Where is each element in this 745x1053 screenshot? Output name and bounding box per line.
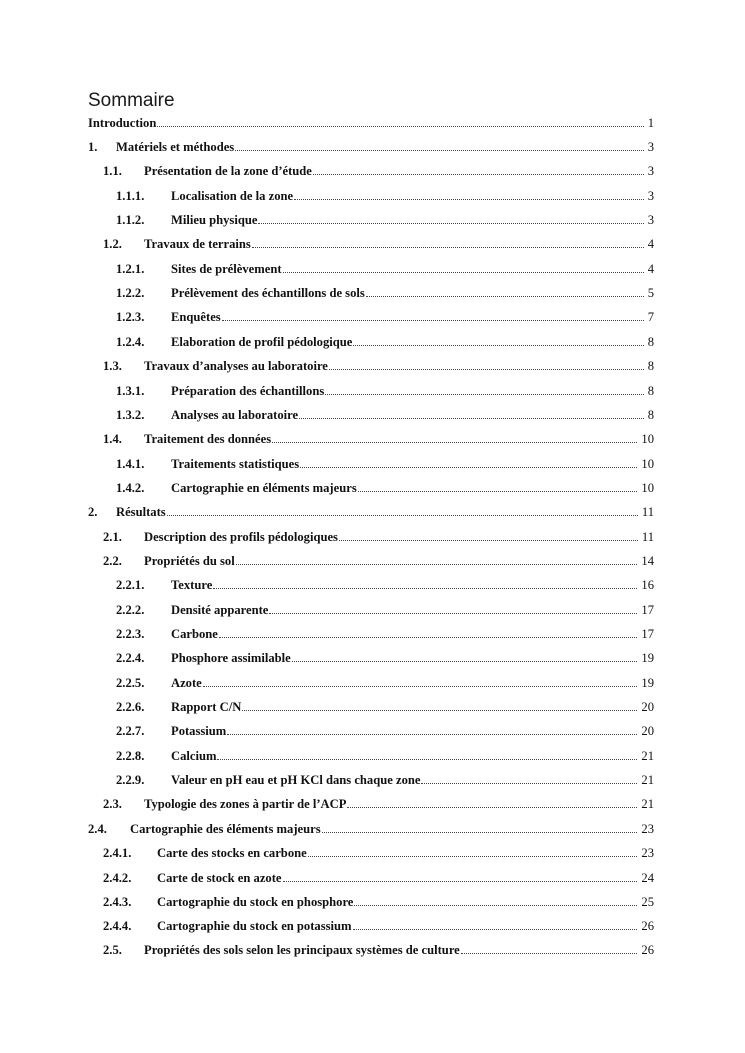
toc-entry-label: Azote <box>171 676 202 690</box>
toc-entry-number: 2.2.4. <box>116 651 145 665</box>
toc-entry-label: Sites de prélèvement <box>171 262 282 276</box>
toc-entry-number: 2.1. <box>103 530 122 544</box>
toc-entry-page-number: 10 <box>641 432 654 446</box>
toc-entry-label: Introduction <box>88 116 157 130</box>
toc-entry-page-number: 4 <box>647 262 654 276</box>
toc-entry-label: Carte de stock en azote <box>157 871 282 885</box>
toc-entry[interactable] <box>0 917 745 935</box>
toc-entry[interactable] <box>0 479 745 497</box>
toc-entry-page-number: 3 <box>647 213 654 227</box>
toc-entry-number: 2.4.2. <box>103 871 132 885</box>
toc-entry-label: Phosphore assimilable <box>171 651 291 665</box>
toc-entry-number: 1.4.1. <box>116 457 145 471</box>
toc-entry-label: Carbone <box>171 627 218 641</box>
toc-entry-page-number: 3 <box>647 140 654 154</box>
toc-entry-number: 2.2. <box>103 554 122 568</box>
toc-entry-label: Traitement des données <box>144 432 272 446</box>
toc-entry-page-number: 11 <box>641 530 654 544</box>
toc-entry-number: 1.1.1. <box>116 189 145 203</box>
toc-entry[interactable] <box>0 114 745 132</box>
toc-entry[interactable] <box>0 552 745 570</box>
toc-entry[interactable] <box>0 406 745 424</box>
toc-entry-page-number: 24 <box>641 871 654 885</box>
toc-entry-label: Cartographie du stock en phosphore <box>157 895 354 909</box>
toc-entry-label: Présentation de la zone d’étude <box>144 164 312 178</box>
toc-entry[interactable] <box>0 382 745 400</box>
toc-entry-number: 2.4.3. <box>103 895 132 909</box>
toc-entry-number: 1.3.1. <box>116 384 145 398</box>
toc-entry-label: Potassium <box>171 724 227 738</box>
toc-entry[interactable] <box>0 187 745 205</box>
toc-entry-number: 1.1. <box>103 164 122 178</box>
toc-entry-number: 1.2.2. <box>116 286 145 300</box>
toc-entry-number: 2.4.1. <box>103 846 132 860</box>
toc-entry[interactable] <box>0 162 745 180</box>
toc-entry-label: Elaboration de profil pédologique <box>171 335 353 349</box>
toc-entry-number: 2.2.3. <box>116 627 145 641</box>
toc-entry-page-number: 16 <box>641 578 654 592</box>
toc-entry-number: 1. <box>88 140 98 154</box>
toc-entry-page-number: 21 <box>641 773 654 787</box>
toc-entry-label: Calcium <box>171 749 217 763</box>
toc-entry-number: 2.4.4. <box>103 919 132 933</box>
toc-entry-label: Résultats <box>116 505 166 519</box>
toc-entry[interactable] <box>0 795 745 813</box>
toc-entry-number: 2.2.6. <box>116 700 145 714</box>
toc-entry-number: 1.2.3. <box>116 310 145 324</box>
toc-entry[interactable] <box>0 455 745 473</box>
toc-entry[interactable] <box>0 601 745 619</box>
toc-title: Sommaire <box>88 90 175 111</box>
toc-entry-label: Cartographie des éléments majeurs <box>130 822 321 836</box>
toc-entry[interactable] <box>0 503 745 521</box>
toc-entry-page-number: 19 <box>641 676 654 690</box>
toc-entry-page-number: 8 <box>647 408 654 422</box>
toc-entry-number: 2.2.5. <box>116 676 145 690</box>
toc-entry-page-number: 10 <box>641 457 654 471</box>
toc-entry[interactable] <box>0 698 745 716</box>
toc-entry-page-number: 26 <box>641 943 654 957</box>
toc-entry-number: 2. <box>88 505 98 519</box>
toc-entry-label: Description des profils pédologiques <box>144 530 338 544</box>
toc-entry[interactable] <box>0 430 745 448</box>
toc-entry-label: Traitements statistiques <box>171 457 300 471</box>
toc-entry-label: Carte des stocks en carbone <box>157 846 307 860</box>
toc-entry[interactable] <box>0 844 745 862</box>
toc-entry-number: 2.3. <box>103 797 122 811</box>
toc-entry-page-number: 20 <box>641 700 654 714</box>
toc-entry-page-number: 20 <box>641 724 654 738</box>
toc-entry-label: Propriétés des sols selon les principaux systèmes de culture <box>144 943 460 957</box>
toc-entry-label: Analyses au laboratoire <box>171 408 299 422</box>
toc-entry-number: 2.2.9. <box>116 773 145 787</box>
toc-entry[interactable] <box>0 333 745 351</box>
toc-entry[interactable] <box>0 528 745 546</box>
toc-entry-label: Typologie des zones à partir de l’ACP <box>144 797 347 811</box>
toc-entry-number: 1.2. <box>103 237 122 251</box>
toc-entry[interactable] <box>0 284 745 302</box>
toc-entry[interactable] <box>0 138 745 156</box>
toc-entry-page-number: 4 <box>647 237 654 251</box>
toc-entry[interactable] <box>0 625 745 643</box>
toc-entry-label: Travaux d’analyses au laboratoire <box>144 359 328 373</box>
toc-entry-label: Milieu physique <box>171 213 258 227</box>
toc-entry-page-number: 23 <box>641 822 654 836</box>
toc-entry-number: 2.2.8. <box>116 749 145 763</box>
toc-entry[interactable] <box>0 308 745 326</box>
toc-entry-label: Préparation des échantillons <box>171 384 325 398</box>
toc-entry[interactable] <box>0 649 745 667</box>
toc-entry-label: Densité apparente <box>171 603 269 617</box>
toc-entry-label: Cartographie du stock en potassium <box>157 919 352 933</box>
toc-entry-page-number: 17 <box>641 603 654 617</box>
toc-entry-page-number: 21 <box>641 749 654 763</box>
toc-entry-number: 2.5. <box>103 943 122 957</box>
toc-entry[interactable] <box>0 235 745 253</box>
toc-entry-page-number: 26 <box>641 919 654 933</box>
toc-entry-label: Valeur en pH eau et pH KCl dans chaque zone <box>171 773 421 787</box>
toc-entry-page-number: 10 <box>641 481 654 495</box>
toc-entry-number: 1.1.2. <box>116 213 145 227</box>
toc-entry-label: Travaux de terrains <box>144 237 251 251</box>
toc-entry-page-number: 19 <box>641 651 654 665</box>
toc-entry-label: Propriétés du sol <box>144 554 235 568</box>
toc-entry-number: 2.2.7. <box>116 724 145 738</box>
toc-entry-number: 1.4. <box>103 432 122 446</box>
toc-entry-number: 1.3. <box>103 359 122 373</box>
toc-entry-page-number: 5 <box>647 286 654 300</box>
toc-entry-page-number: 11 <box>641 505 654 519</box>
toc-entry[interactable] <box>0 941 745 959</box>
toc-entry-label: Cartographie en éléments majeurs <box>171 481 357 495</box>
toc-entry-page-number: 8 <box>647 384 654 398</box>
toc-entry-number: 1.3.2. <box>116 408 145 422</box>
toc-entry-page-number: 23 <box>641 846 654 860</box>
toc-entry-page-number: 8 <box>647 359 654 373</box>
toc-entry-label: Prélèvement des échantillons de sols <box>171 286 365 300</box>
toc-entry-number: 2.2.1. <box>116 578 145 592</box>
toc-entry-page-number: 1 <box>647 116 654 130</box>
toc-entry-number: 1.2.4. <box>116 335 145 349</box>
toc-entry-label: Localisation de la zone <box>171 189 294 203</box>
toc-entry[interactable] <box>0 722 745 740</box>
toc-entry-page-number: 3 <box>647 164 654 178</box>
toc-entry[interactable] <box>0 260 745 278</box>
toc-entry-number: 2.4. <box>88 822 107 836</box>
toc-entry-number: 1.4.2. <box>116 481 145 495</box>
toc-entry[interactable] <box>0 893 745 911</box>
toc-entry-label: Enquêtes <box>171 310 221 324</box>
toc-entry[interactable] <box>0 771 745 789</box>
toc-entry[interactable] <box>0 747 745 765</box>
toc-entry-page-number: 8 <box>647 335 654 349</box>
toc-entry-page-number: 3 <box>647 189 654 203</box>
toc-entry[interactable] <box>0 211 745 229</box>
toc-entry-label: Texture <box>171 578 213 592</box>
toc-entry-page-number: 25 <box>641 895 654 909</box>
toc-entry-label: Rapport C/N <box>171 700 242 714</box>
toc-entry[interactable] <box>0 820 745 838</box>
toc-entry-number: 2.2.2. <box>116 603 145 617</box>
toc-entry-label: Matériels et méthodes <box>116 140 235 154</box>
toc-entry[interactable] <box>0 869 745 887</box>
toc-entry-page-number: 7 <box>647 310 654 324</box>
toc-entry[interactable] <box>0 674 745 692</box>
toc-entry-page-number: 14 <box>641 554 654 568</box>
toc-entry[interactable] <box>0 357 745 375</box>
toc-entry-number: 1.2.1. <box>116 262 145 276</box>
toc-entry-page-number: 21 <box>641 797 654 811</box>
toc-entry[interactable] <box>0 576 745 594</box>
toc-entry-page-number: 17 <box>641 627 654 641</box>
